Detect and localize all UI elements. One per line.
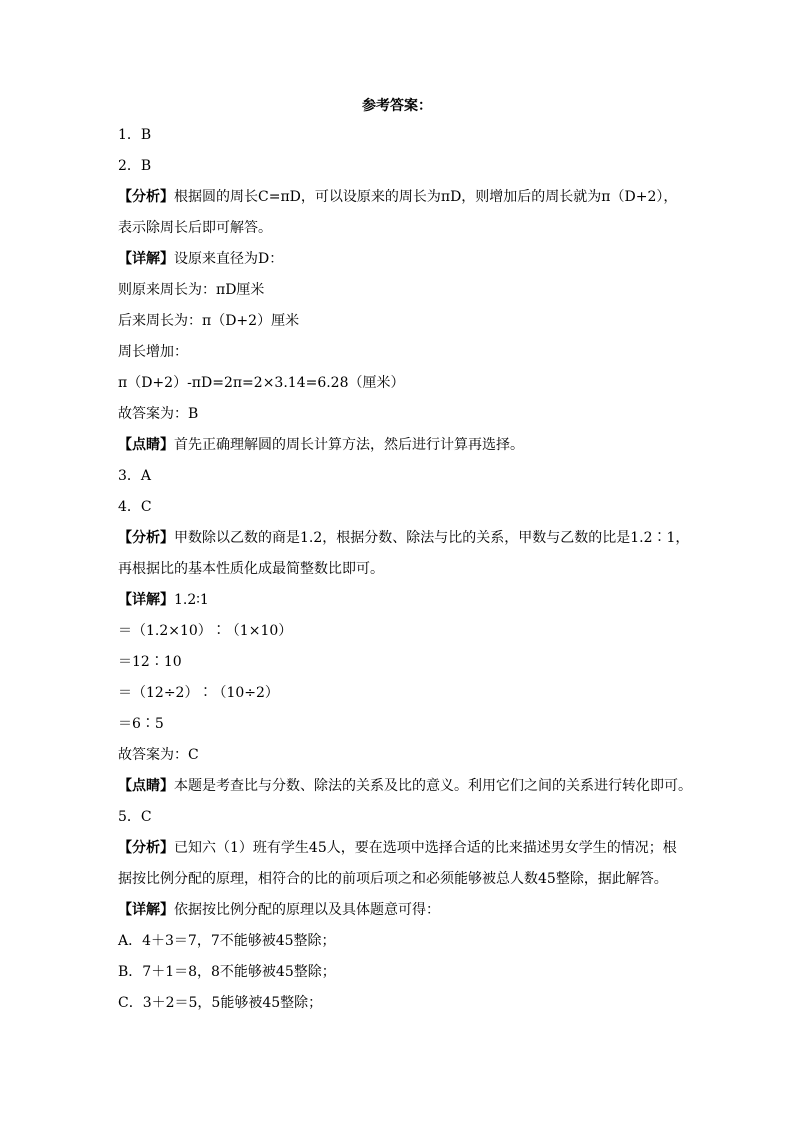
line-text: 已知六（1）班有学生45人，要在选项中选择合适的比来描述男女学生的情况；根 xyxy=(174,840,677,856)
answer-line xyxy=(118,740,683,771)
answer-line xyxy=(118,399,683,430)
line-text: 根据圆的周长C=πD，可以设原来的周长为πD，则增加后的周长就为π（D+2）， xyxy=(174,189,678,205)
line-text: π（D+2）-πD=2π=2×3.14=6.28（厘米） xyxy=(118,375,405,391)
line-text: ＝6∶5 xyxy=(118,716,164,732)
answer-line xyxy=(118,647,683,678)
page-title: 参考答案： xyxy=(362,98,432,114)
answer-line xyxy=(118,864,683,895)
answer-line xyxy=(118,182,683,213)
line-text: 5．C xyxy=(118,809,152,825)
line-text: 设原来直径为D： xyxy=(174,251,284,267)
section-tag: 【分析】 xyxy=(118,530,174,546)
answer-line xyxy=(118,368,683,399)
answer-content xyxy=(118,120,692,1019)
line-text: A．4＋3＝7，7不能够被45整除； xyxy=(118,933,336,949)
line-text: 首先正确理解圆的周长计算方法，然后进行计算再选择。 xyxy=(174,437,524,453)
line-text: 表示除周长后即可解答。 xyxy=(118,220,272,236)
line-text: 1．B xyxy=(118,127,152,143)
answer-line xyxy=(118,151,683,182)
answer-line xyxy=(118,120,683,151)
answer-line xyxy=(118,213,683,244)
answer-line xyxy=(118,771,692,802)
answer-line xyxy=(118,554,683,585)
line-text: B．7＋1＝8，8不能够被45整除； xyxy=(118,964,336,980)
line-text: 后来周长为：π（D+2）厘米 xyxy=(118,313,300,329)
answer-line xyxy=(118,833,683,864)
section-tag: 【点睛】 xyxy=(118,437,174,453)
answer-line xyxy=(118,678,683,709)
line-text: ＝12∶10 xyxy=(118,654,182,670)
line-text: 甲数除以乙数的商是1.2，根据分数、除法与比的关系，甲数与乙数的比是1.2∶1， xyxy=(174,530,690,546)
answer-line xyxy=(118,461,683,492)
line-text: 则原来周长为：πD厘米 xyxy=(118,282,265,298)
line-text: ＝（1.2×10）∶（1×10） xyxy=(118,623,293,639)
line-text: 据按比例分配的原理，相符合的比的前项后项之和必须能够被总人数45整除，据此解答。 xyxy=(118,871,668,887)
section-tag: 【点睛】 xyxy=(118,778,174,794)
line-text: 周长增加： xyxy=(118,344,188,360)
answer-line xyxy=(118,337,683,368)
section-tag: 【分析】 xyxy=(118,840,174,856)
line-text: 4．C xyxy=(118,499,152,515)
answer-line xyxy=(118,244,683,275)
line-text: 故答案为：B xyxy=(118,406,199,422)
answer-line xyxy=(118,585,683,616)
answer-line xyxy=(118,957,683,988)
answer-line xyxy=(118,430,683,461)
line-text: 本题是考查比与分数、除法的关系及比的意义。利用它们之间的关系进行转化即可。 xyxy=(174,778,692,794)
answer-line xyxy=(118,616,683,647)
answer-line xyxy=(118,926,683,957)
answer-line xyxy=(118,492,683,523)
line-text: C．3＋2＝5，5能够被45整除； xyxy=(118,995,323,1011)
answer-line xyxy=(118,709,683,740)
answer-line xyxy=(118,523,690,554)
line-text: 故答案为：C xyxy=(118,747,199,763)
line-text: 2．B xyxy=(118,158,152,174)
line-text: 3．A xyxy=(118,468,152,484)
line-text: ＝（12÷2）∶（10÷2） xyxy=(118,685,279,701)
answer-line xyxy=(118,895,683,926)
answer-line xyxy=(118,988,683,1019)
line-text: 依据按比例分配的原理以及具体题意可得： xyxy=(174,902,440,918)
answer-line xyxy=(118,802,683,833)
section-tag: 【分析】 xyxy=(118,189,174,205)
section-tag: 【详解】 xyxy=(118,592,174,608)
line-text: 1.2∶1 xyxy=(174,592,209,608)
section-tag: 【详解】 xyxy=(118,902,174,918)
answer-line xyxy=(118,275,683,306)
answer-line xyxy=(118,306,683,337)
section-tag: 【详解】 xyxy=(118,251,174,267)
line-text: 再根据比的基本性质化成最简整数比即可。 xyxy=(118,561,384,577)
